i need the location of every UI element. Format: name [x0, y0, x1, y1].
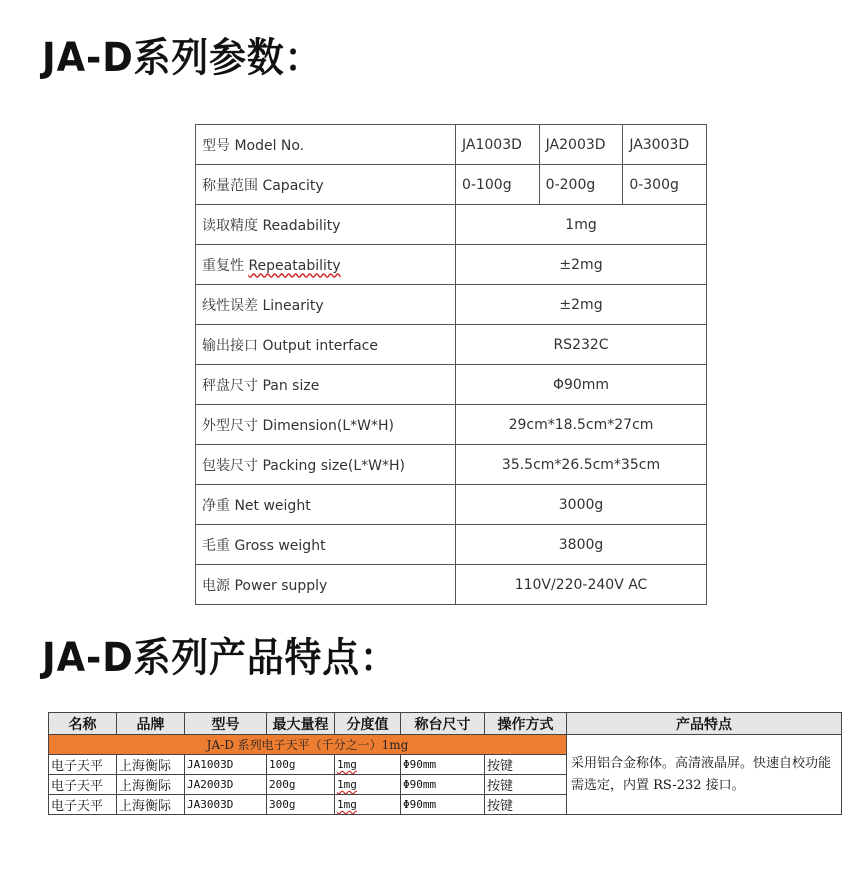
- spec-label: 外型尺寸 Dimension(L*W*H): [196, 405, 456, 445]
- spec-label: 包装尺寸 Packing size(L*W*H): [196, 445, 456, 485]
- spec-value: Φ90mm: [456, 365, 707, 405]
- cell-name: 电子天平: [49, 795, 117, 815]
- spec-label: 读取精度 Readability: [196, 205, 456, 245]
- features-heading: JA-D系列产品特点：: [42, 635, 398, 681]
- table-row: [196, 365, 707, 405]
- table-row: [196, 405, 707, 445]
- spec-label: 秤盘尺寸 Pan size: [196, 365, 456, 405]
- cell-pan-size: Φ90mm: [401, 795, 485, 815]
- division-value: 1mg: [337, 798, 357, 811]
- cell-name: 电子天平: [49, 755, 117, 775]
- spec-label: 称量范围 Capacity: [196, 165, 456, 205]
- spec-label: 型号 Model No.: [196, 125, 456, 165]
- cell-operation: 按键: [485, 755, 567, 775]
- cell-brand: 上海衡际: [117, 755, 185, 775]
- table-row: [196, 245, 707, 285]
- cell-capacity: 100g: [267, 755, 335, 775]
- spec-label: 线性误差 Linearity: [196, 285, 456, 325]
- spec-value: RS232C: [456, 325, 707, 365]
- table-row: [196, 565, 707, 605]
- spec-capacity-value: 0-300g: [623, 165, 707, 205]
- table-row: [196, 125, 707, 165]
- table-row: [196, 205, 707, 245]
- spec-label-en: Repeatability: [248, 257, 341, 274]
- spec-value: 35.5cm*26.5cm*35cm: [456, 445, 707, 485]
- spec-value: 110V/220-240V AC: [456, 565, 707, 605]
- cell-pan-size: Φ90mm: [401, 775, 485, 795]
- table-row: [49, 735, 842, 755]
- cell-capacity: 200g: [267, 775, 335, 795]
- column-header: 名称: [49, 713, 117, 735]
- spec-model-value: JA1003D: [456, 125, 540, 165]
- cell-operation: 按键: [485, 775, 567, 795]
- division-value: 1mg: [337, 778, 357, 791]
- spec-table: [195, 124, 707, 605]
- table-row: [196, 285, 707, 325]
- spec-model-value: JA2003D: [539, 125, 623, 165]
- table-row: [196, 165, 707, 205]
- spec-value: ±2mg: [456, 245, 707, 285]
- spec-capacity-value: 0-100g: [456, 165, 540, 205]
- column-header: 最大量程: [267, 713, 335, 735]
- cell-brand: 上海衡际: [117, 795, 185, 815]
- cell-model: JA1003D: [185, 755, 267, 775]
- table-row: [196, 485, 707, 525]
- series-subheader: JA-D 系列电子天平（千分之一）1mg: [49, 735, 567, 755]
- table-row: [196, 445, 707, 485]
- cell-division: [335, 775, 401, 795]
- column-header: 型号: [185, 713, 267, 735]
- spec-value: 3800g: [456, 525, 707, 565]
- cell-model: JA3003D: [185, 795, 267, 815]
- column-header: 称台尺寸: [401, 713, 485, 735]
- cell-capacity: 300g: [267, 795, 335, 815]
- column-header: 产品特点: [567, 713, 842, 735]
- spec-value: 3000g: [456, 485, 707, 525]
- spec-label: 毛重 Gross weight: [196, 525, 456, 565]
- cell-division: [335, 795, 401, 815]
- spec-model-value: JA3003D: [623, 125, 707, 165]
- spec-label: 输出接口 Output interface: [196, 325, 456, 365]
- column-header: 操作方式: [485, 713, 567, 735]
- product-feature-text: 采用铝合金称体。高清液晶屏。快速自校功能需选定，内置 RS-232 接口。: [567, 735, 842, 815]
- division-value: 1mg: [337, 758, 357, 771]
- table-row: [196, 525, 707, 565]
- spec-label-cn: 重复性: [202, 257, 249, 274]
- cell-operation: 按键: [485, 795, 567, 815]
- spec-value: 29cm*18.5cm*27cm: [456, 405, 707, 445]
- column-header: 品牌: [117, 713, 185, 735]
- spec-label: 净重 Net weight: [196, 485, 456, 525]
- table-row: [196, 325, 707, 365]
- cell-model: JA2003D: [185, 775, 267, 795]
- cell-division: [335, 755, 401, 775]
- spec-label: [196, 245, 456, 285]
- spec-label: 电源 Power supply: [196, 565, 456, 605]
- spec-capacity-value: 0-200g: [539, 165, 623, 205]
- product-table: [48, 712, 842, 815]
- params-heading: JA-D系列参数：: [42, 35, 323, 81]
- cell-pan-size: Φ90mm: [401, 755, 485, 775]
- spec-value: 1mg: [456, 205, 707, 245]
- cell-brand: 上海衡际: [117, 775, 185, 795]
- column-header: 分度值: [335, 713, 401, 735]
- cell-name: 电子天平: [49, 775, 117, 795]
- spec-value: ±2mg: [456, 285, 707, 325]
- table-header-row: [49, 713, 842, 735]
